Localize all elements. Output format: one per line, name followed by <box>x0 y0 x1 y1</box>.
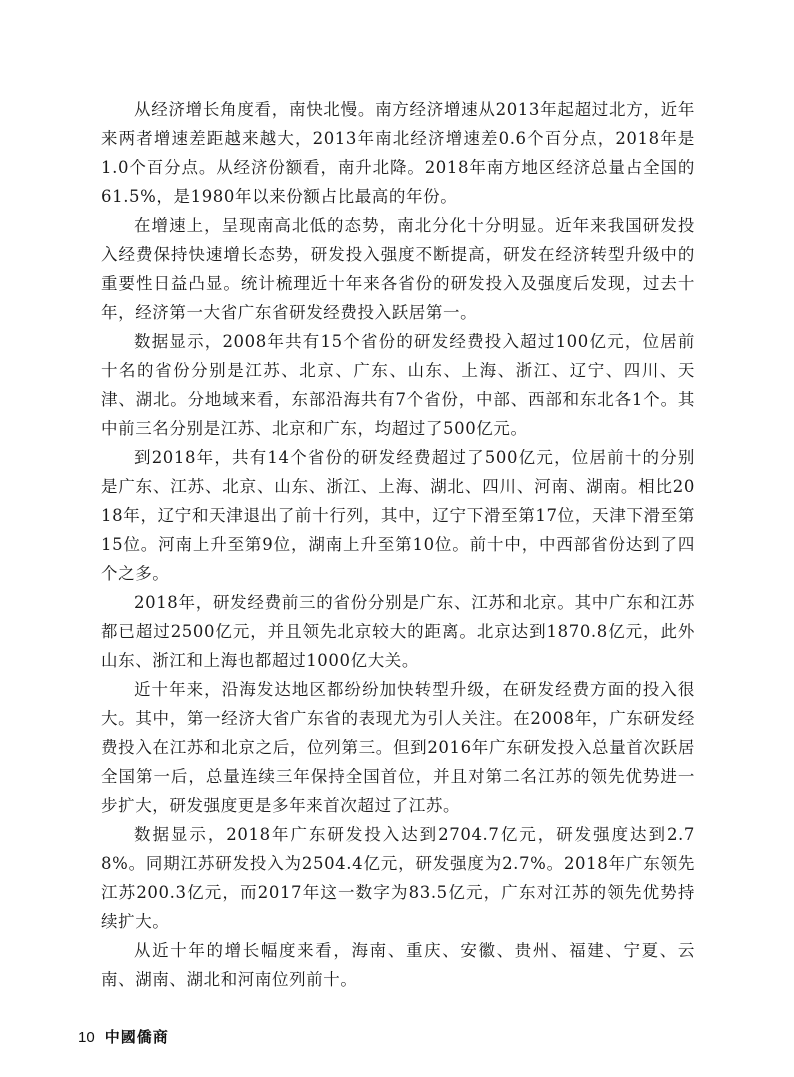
paragraph: 2018年，研发经费前三的省份分别是广东、江苏和北京。其中广东和江苏都已超过2500亿元，并且领先北京较大的距离。北京达到1870.8亿元，此外山东、浙江和上海也都超过1000亿大关。 <box>101 593 695 670</box>
page-number: 10 <box>78 1029 95 1046</box>
paragraph: 从经济增长角度看，南快北慢。南方经济增速从2013年起超过北方，近年来两者增速差距越来越大，2013年南北经济增速差0.6个百分点，2018年是1.0个百分点。从经济份额看，南升北降。2018年南方地区经济总量占全国的61.5%，是1980年以来份额占比最高的年份。 <box>101 100 695 206</box>
paragraph: 从近十年的增长幅度来看，海南、重庆、安徽、贵州、福建、宁夏、云南、湖南、湖北和河南位列前十。 <box>101 941 695 989</box>
paragraph: 到2018年，共有14个省份的研发经费超过了500亿元，位居前十的分别是广东、江苏、北京、山东、浙江、上海、湖北、四川、河南、湖南。相比2018年，辽宁和天津退出了前十行列，其中，辽宁下滑至第17位，天津下滑至第15位。河南上升至第9位，湖南上升至第10位。前十中，中西部省份达到了四个之多。 <box>101 448 695 583</box>
paragraph: 近十年来，沿海发达地区都纷纷加快转型升级，在研发经费方面的投入很大。其中，第一经济大省广东省的表现尤为引人关注。在2008年，广东研发经费投入在江苏和北京之后，位列第三。但到2016年广东研发投入总量首次跃居全国第一后，总量连续三年保持全国首位，并且对第二名江苏的领先优势进一步扩大，研发强度更是多年来首次超过了江苏。 <box>101 680 695 815</box>
article-body <box>101 95 695 994</box>
paragraph: 在增速上，呈现南高北低的态势，南北分化十分明显。近年来我国研发投入经费保持快速增长态势，研发投入强度不断提高，研发在经济转型升级中的重要性日益凸显。统计梳理近十年来各省份的研发投入及强度后发现，过去十年，经济第一大省广东省研发经费投入跃居第一。 <box>101 216 695 322</box>
paragraph: 数据显示，2008年共有15个省份的研发经费投入超过100亿元，位居前十名的省份分别是江苏、北京、广东、山东、上海、浙江、辽宁、四川、天津、湖北。分地域来看，东部沿海共有7个省份，中部、西部和东北各1个。其中前三名分别是江苏、北京和广东，均超过了500亿元。 <box>101 332 695 438</box>
paragraph: 数据显示，2018年广东研发投入达到2704.7亿元，研发强度达到2.78%。同期江苏研发投入为2504.4亿元，研发强度为2.7%。2018年广东领先江苏200.3亿元，而2017年这一数字为83.5亿元，广东对江苏的领先优势持续扩大。 <box>101 825 695 931</box>
magazine-logo-text: 中國僑商 <box>104 1028 169 1046</box>
page-footer <box>78 1026 169 1047</box>
